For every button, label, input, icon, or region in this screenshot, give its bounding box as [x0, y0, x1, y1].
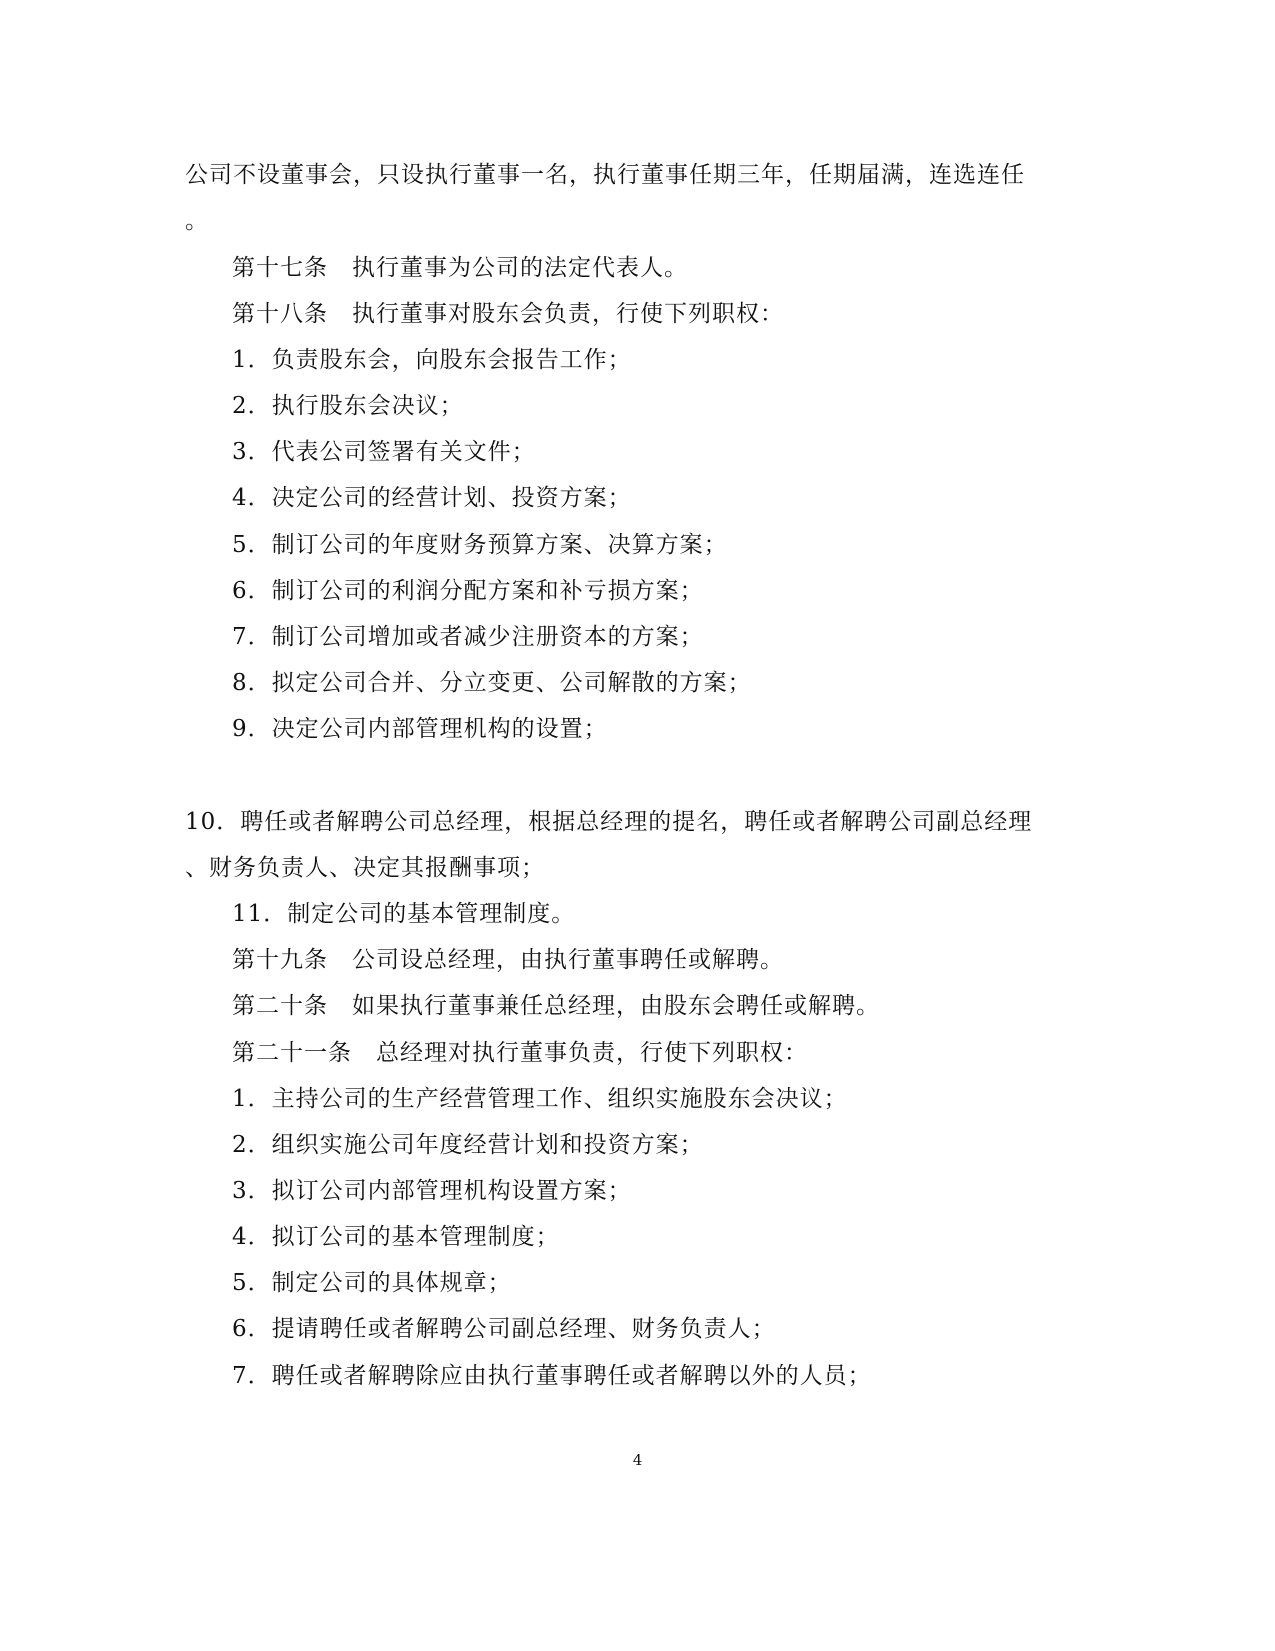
- list-item: 3．代表公司签署有关文件；: [232, 439, 536, 465]
- list-item: 3．拟订公司内部管理机构设置方案；: [232, 1178, 632, 1204]
- text-line: 第十七条 执行董事为公司的法定代表人。: [232, 255, 688, 281]
- list-item: 1．主持公司的生产经营管理工作、组织实施股东会决议；: [232, 1086, 848, 1112]
- list-item: 7．制订公司增加或者减少注册资本的方案；: [232, 624, 704, 650]
- list-item: 7．聘任或者解聘除应由执行董事聘任或者解聘以外的人员；: [232, 1363, 872, 1389]
- list-item: 5．制订公司的年度财务预算方案、决算方案；: [232, 532, 728, 558]
- list-item: 2．组织实施公司年度经营计划和投资方案；: [232, 1132, 704, 1158]
- text-line: 第二十一条 总经理对执行董事负责，行使下列职权：: [232, 1040, 808, 1066]
- text-line: 。: [185, 208, 209, 234]
- list-item: 4．决定公司的经营计划、投资方案；: [232, 485, 632, 511]
- list-item: 4．拟订公司的基本管理制度；: [232, 1224, 560, 1250]
- list-item: 2．执行股东会决议；: [232, 393, 464, 419]
- text-line: 、财务负责人、决定其报酬事项；: [185, 855, 545, 881]
- page-number: 4: [632, 1451, 643, 1469]
- list-item: 6．制订公司的利润分配方案和补亏损方案；: [232, 578, 704, 604]
- text-line: 公司不设董事会，只设执行董事一名，执行董事任期三年，任期届满，连选连任: [185, 162, 1025, 188]
- list-item: 1．负责股东会，向股东会报告工作；: [232, 347, 632, 373]
- text-line: 第十八条 执行董事对股东会负责，行使下列职权：: [232, 301, 784, 327]
- list-item: 6．提请聘任或者解聘公司副总经理、财务负责人；: [232, 1316, 776, 1342]
- list-item: 10．聘任或者解聘公司总经理，根据总经理的提名，聘任或者解聘公司副总经理: [185, 809, 1033, 835]
- list-item: 9．决定公司内部管理机构的设置；: [232, 716, 608, 742]
- text-line: 第十九条 公司设总经理，由执行董事聘任或解聘。: [232, 947, 784, 973]
- list-item: 11．制定公司的基本管理制度。: [232, 901, 576, 927]
- list-item: 5．制定公司的具体规章；: [232, 1270, 512, 1296]
- list-item: 8．拟定公司合并、分立变更、公司解散的方案；: [232, 670, 752, 696]
- text-line: 第二十条 如果执行董事兼任总经理，由股东会聘任或解聘。: [232, 993, 880, 1019]
